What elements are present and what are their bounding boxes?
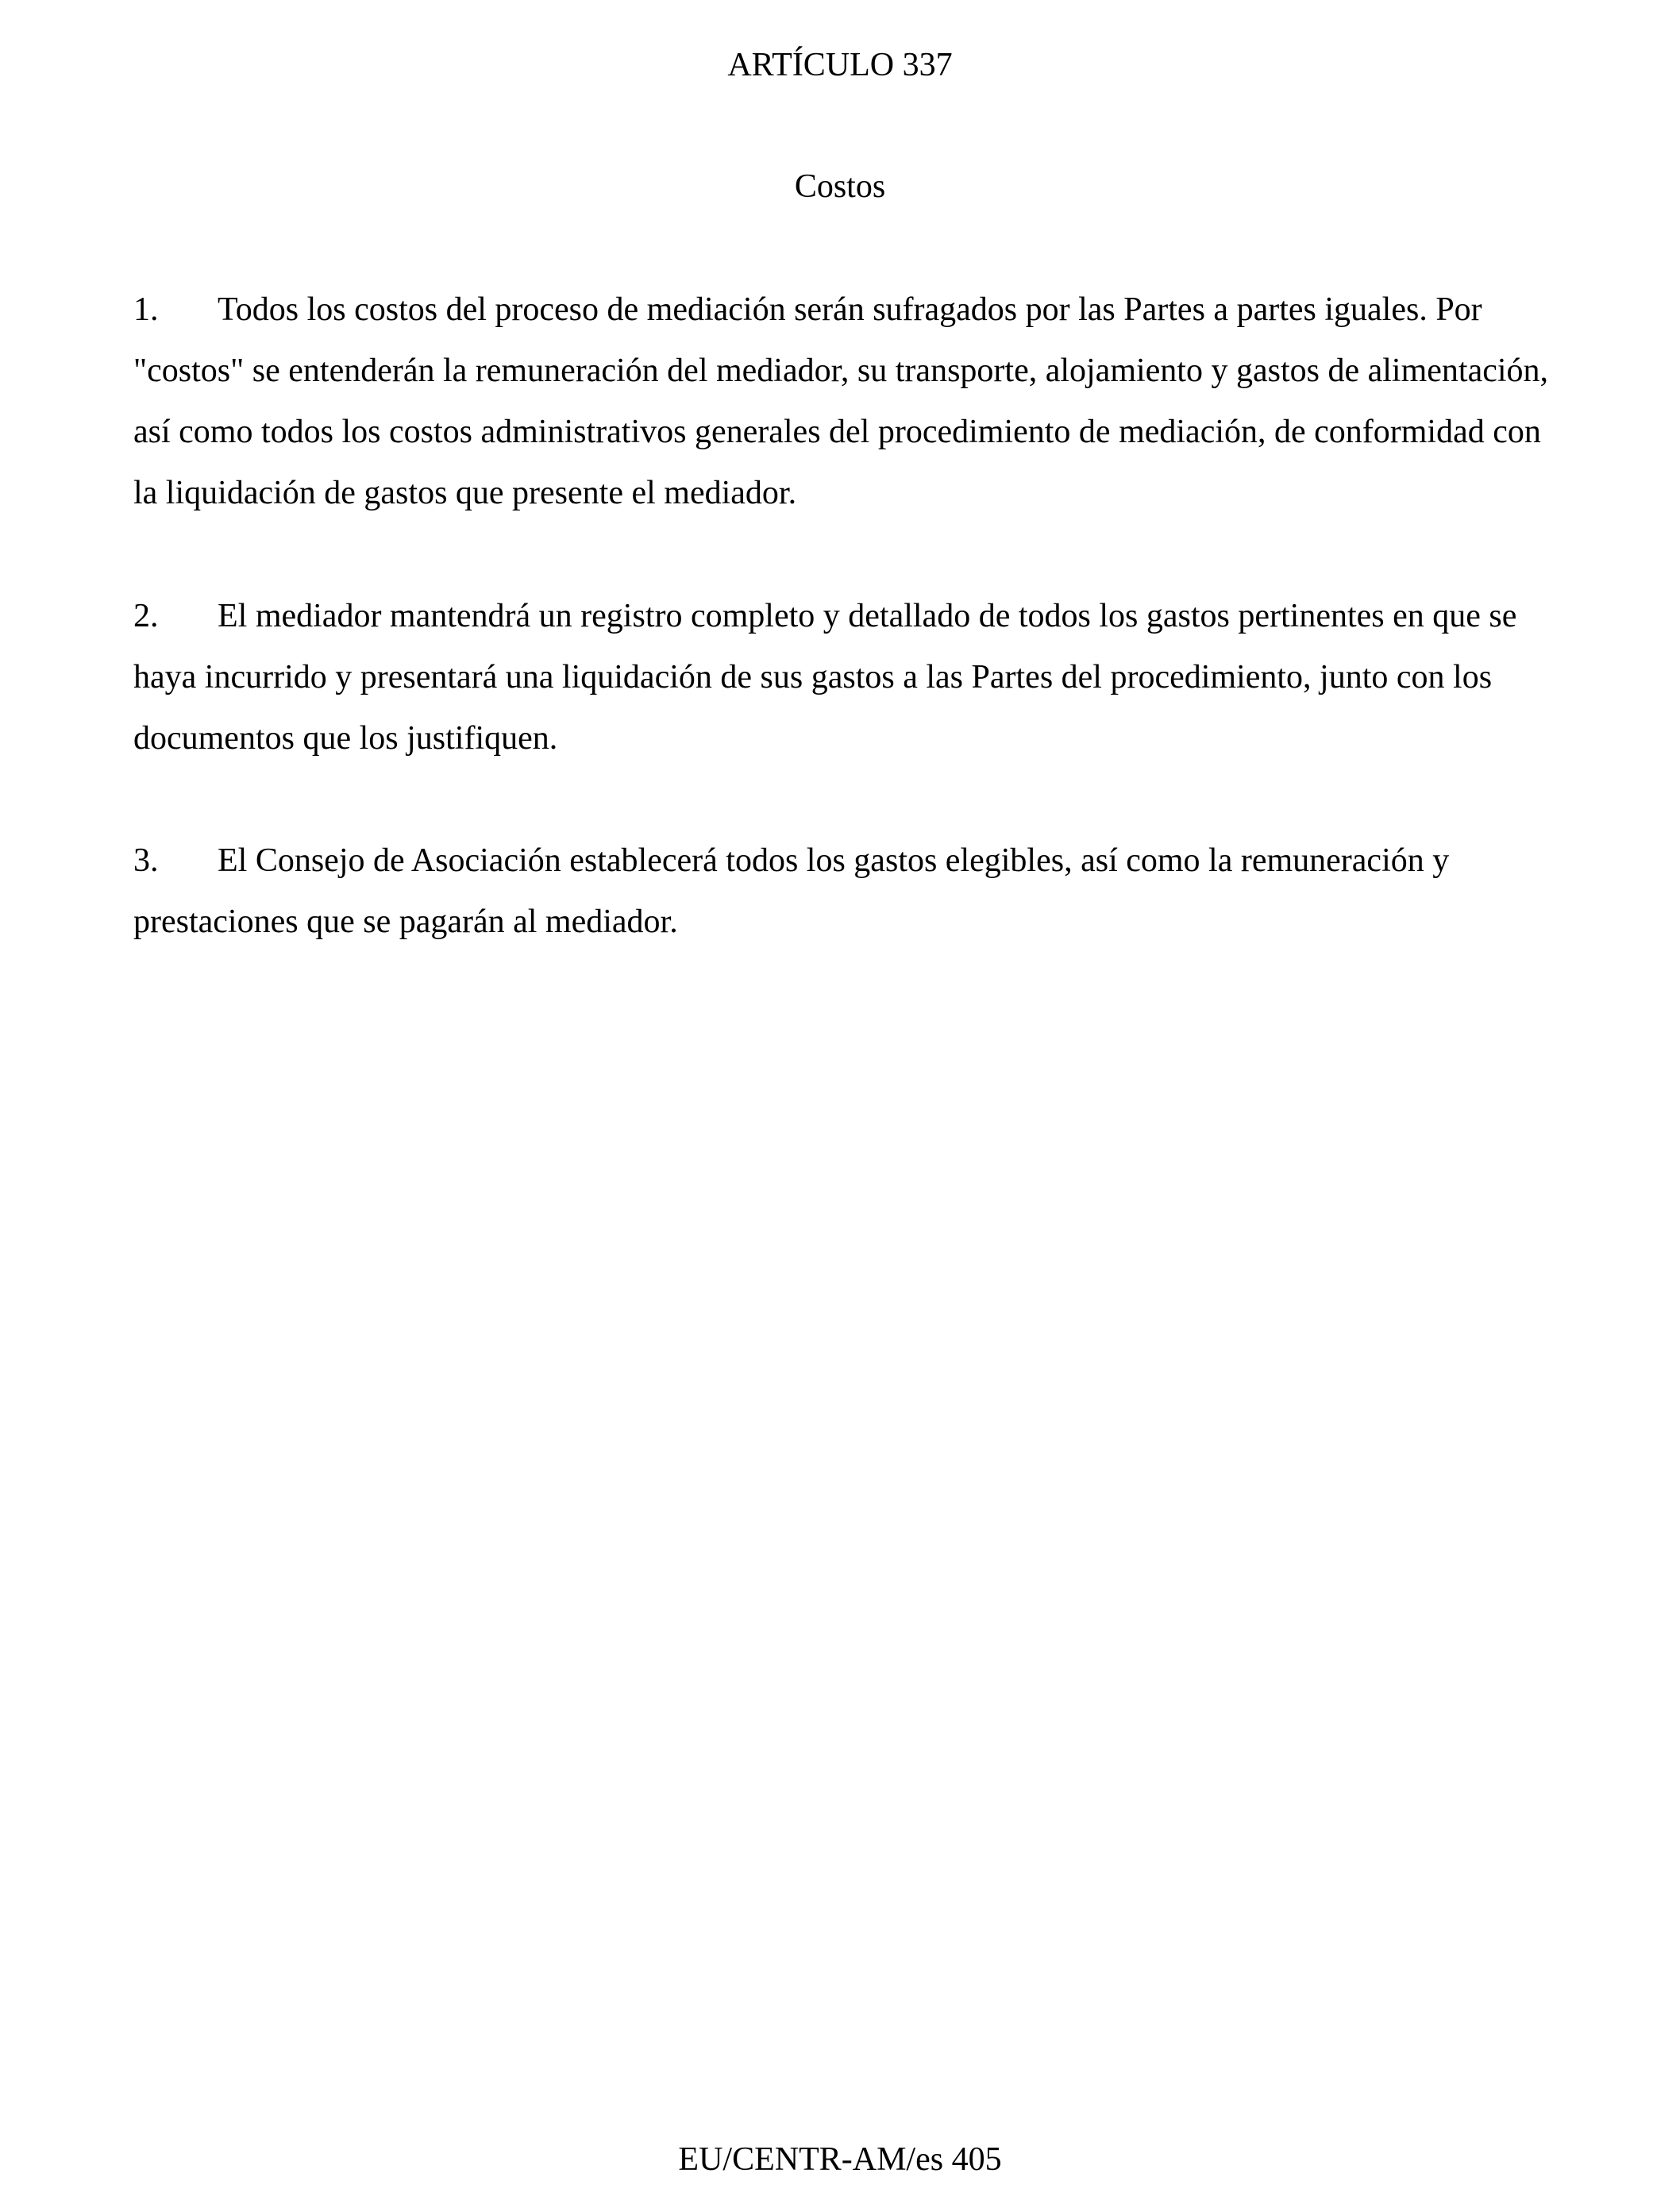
page-footer: EU/CENTR-AM/es 405 — [678, 2141, 1002, 2178]
paragraph-number: 3. — [133, 842, 159, 879]
paragraph-2 — [133, 586, 1562, 769]
paragraph-3 — [133, 830, 1562, 953]
paragraph-text: Todos los costos del proceso de mediación serán sufragados por las Partes a partes iguales. Por "costos" se entenderán la remuneración del mediador, su transporte, alojamiento y gastos de alimentación, así como todos los costos administrativos generales del procedimiento de mediación, de conformidad con la liquidación de gastos que presente el mediador. — [133, 291, 1549, 511]
paragraph-1 — [133, 279, 1562, 524]
paragraph-text: El mediador mantendrá un registro completo y detallado de todos los gastos pertinentes en que se haya incurrido y presentará una liquidación de sus gastos a las Partes del procedimiento, junto con los documentos que los justifiquen. — [133, 598, 1517, 757]
paragraph-text: El Consejo de Asociación establecerá todos los gastos elegibles, así como la remuneración y prestaciones que se pagarán al mediador. — [133, 842, 1450, 940]
article-subtitle: Costos — [794, 168, 886, 205]
article-title: ARTÍCULO 337 — [727, 47, 953, 83]
paragraph-number: 2. — [133, 598, 159, 634]
paragraph-number: 1. — [133, 291, 159, 328]
